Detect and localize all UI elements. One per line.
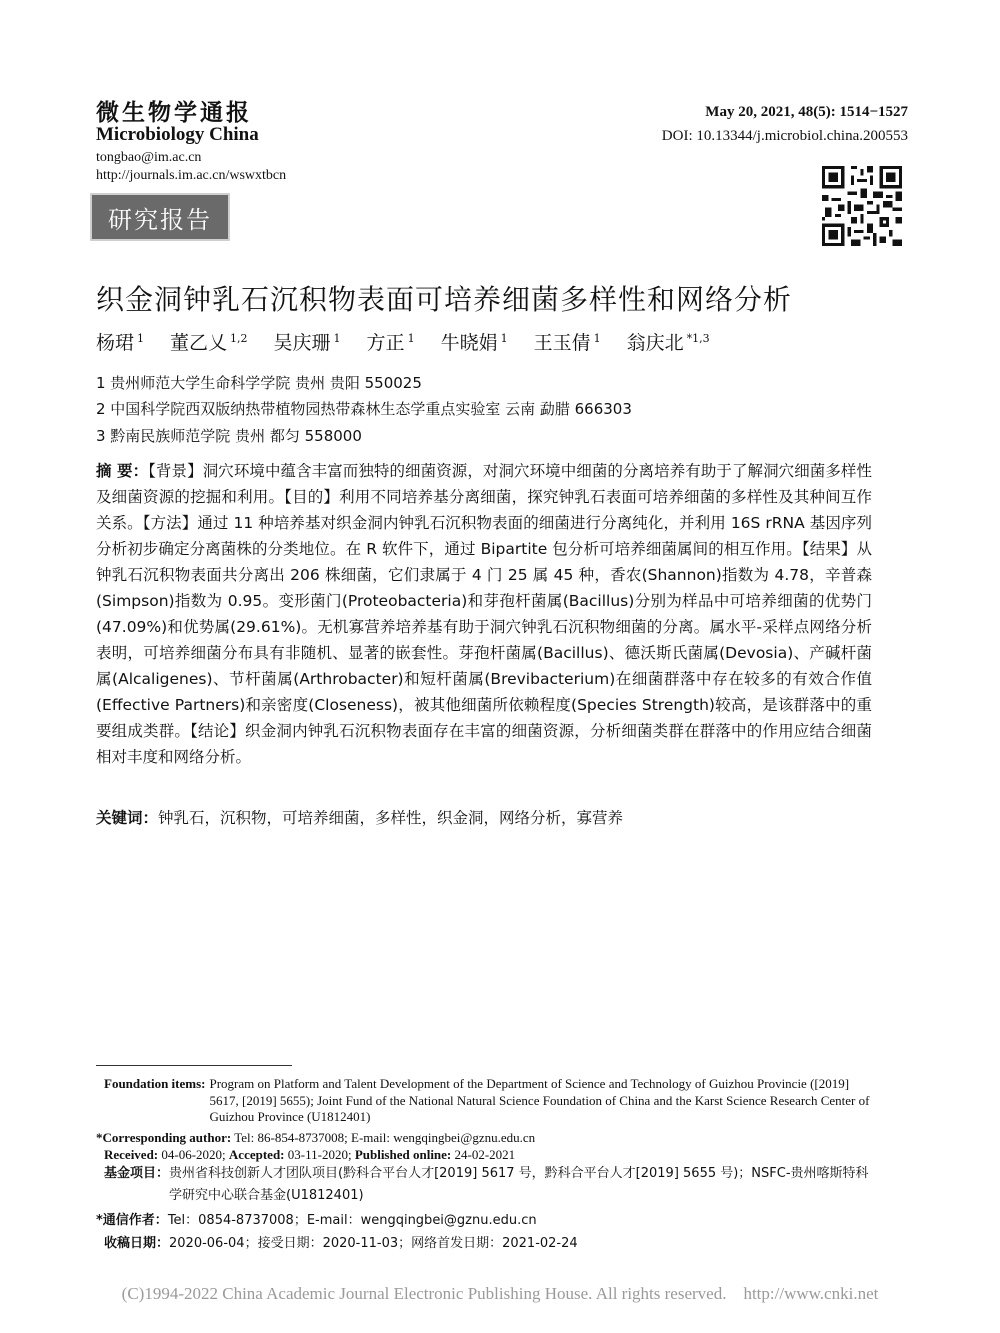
author: 董乙乂 $^{1,2}$ <box>170 331 248 354</box>
author: 方正 $^1$ <box>366 331 415 354</box>
qr-code-icon <box>822 166 902 246</box>
abstract <box>96 458 872 770</box>
journal-english-title: Microbiology China <box>96 124 259 145</box>
author: 王玉倩 $^1$ <box>533 331 601 354</box>
author: 杨珺 $^1$ <box>96 331 145 354</box>
paper-title: 织金洞钟乳石沉积物表面可培养细菌多样性和网络分析 <box>96 283 793 316</box>
affiliation: 1 贵州师范大学生命科学学院 贵州 贵阳 550025 <box>96 374 422 392</box>
corresponding-author: *Corresponding author: Tel: 86-854-8737008; E-mail: wengqingbei@gznu.edu.cn <box>96 1130 536 1145</box>
author-list <box>96 328 710 355</box>
doi: DOI: 10.13344/j.microbiol.china.200553 <box>661 128 908 144</box>
author: 吴庆珊 $^1$ <box>273 331 341 354</box>
keywords <box>96 806 872 828</box>
abstract-label: 摘 要： <box>96 462 149 480</box>
dates-cn: 收稿日期：2020-06-04；接受日期：2020-11-03；网络首发日期：2021-02-24 <box>104 1236 578 1251</box>
foundation-cn: 基金项目： 贵州省科技创新人才团队项目(黔科合平台人才[2019] 5617 号，黔科合平台人才[2019] 5655 号)；NSFC-贵州喀斯特科学研究中心联合基金(U1812401) <box>104 1166 869 1203</box>
affiliation: 3 黔南民族师范学院 贵州 都匀 558000 <box>96 427 362 445</box>
journal-chinese-title: 微生物学通报 <box>96 100 252 126</box>
issue-info: May 20, 2021, 48(5): 1514−1527 <box>705 104 908 120</box>
author: 牛晓娟 $^1$ <box>440 331 508 354</box>
foundation-items: Foundation items: Program on Platform and Talent Development of the Department of Science and Technology of Guizhou Provincie ([2019] 5617, [2019] 5655); Joint Fund of the National Natural Science Foundation of China and the Karst Science Research Center of Guizhou Province (U1812401) <box>104 1076 870 1124</box>
keywords-text: 钟乳石，沉积物，可培养细菌，多样性，织金洞，网络分析，寡营养 <box>158 809 624 827</box>
footnote-divider <box>96 1065 292 1066</box>
keywords-label: 关键词： <box>96 809 159 827</box>
abstract-text: 【背景】洞穴环境中蕴含丰富而独特的细菌资源，对洞穴环境中细菌的分离培养有助于了解洞穴细菌多样性及细菌资源的挖掘和利用。【目的】利用不同培养基分离细菌，探究钟乳石表面可培养细菌的多样性及其种间互作关系。【方法】通过 11 种培养基对织金洞内钟乳石沉积物表面的细菌进行分离纯化，并利用 16S rRNA 基因序列分析初步确定分离菌株的分类地位。在 R 软件下，通过 Bipartite 包分析可培养细菌属间的相互作用。【结果】从钟乳石沉积物表面共分离出 206 株细菌，它们隶属于 4 门 25 属 45 种，香农(Shannon)指数为 4.78，辛普森(Simpson)指数为 0.95。变形菌门(Proteobacteria)和芽孢杆菌属(Bacillus)分别为样品中可培养细菌的优势门(47.09%)和优势属(29.61%)。无机寡营养培养基有助于洞穴钟乳石沉积物细菌的分离。属水平-采样点网络分析表明，可培养细菌分布具有非随机、显著的嵌套性。芽孢杆菌属(Bacillus)、德沃斯氏菌属(Devosia)、产碱杆菌属(Alcaligenes)、节杆菌属(Arthrobacter)和短杆菌属(Brevibacterium)在细菌群落中存在较多的有效合作值(Effective Partners)和亲密度(Closeness)，被其他细菌所依赖程度(Species Strength)较高，是该群落中的重要组成类群。【结论】织金洞内钟乳石沉积物表面存在丰富的细菌资源，分析细菌类群在群落中的作用应结合细菌相对丰度和网络分析。 <box>96 462 872 766</box>
journal-email: tongbao@im.ac.cn <box>96 150 202 165</box>
received-dates: Received: 04-06-2020; Accepted: 03-11-2020; Published online: 24-02-2021 <box>104 1147 516 1162</box>
affiliation: 2 中国科学院西双版纳热带植物园热带森林生态学重点实验室 云南 勐腊 666303 <box>96 400 632 418</box>
author: 翁庆北 $^{*1,3}$ <box>626 331 710 354</box>
section-badge: 研究报告 <box>90 193 230 241</box>
copyright-watermark: (C)1994-2022 China Academic Journal Electronic Publishing House. All rights reserved. http://www.cnki.net <box>121 1284 879 1303</box>
corresponding-cn: *通信作者：Tel：0854-8737008；E-mail：wengqingbei@gznu.edu.cn <box>96 1213 537 1228</box>
journal-url: http://journals.im.ac.cn/wswxtbcn <box>96 168 287 183</box>
